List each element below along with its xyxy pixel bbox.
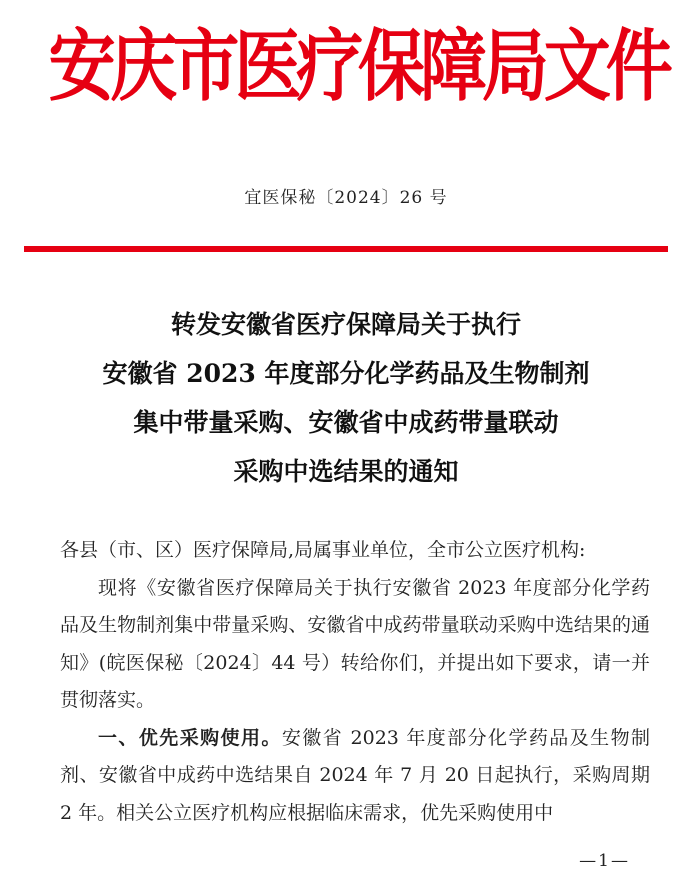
notice-title-line-1: 转发安徽省医疗保障局关于执行 — [170, 310, 521, 339]
paragraph-section-1 — [60, 720, 650, 833]
notice-title — [0, 300, 692, 496]
paragraph-forwarding: 现将《安徽省医疗保障局关于执行安徽省 2023 年度部分化学药品及生物制剂集中带量采购、安徽省中成药带量联动采购中选结果的通知》(皖医保秘〔2024〕44 号）转给你们，并提出如下要求，请一并贯彻落实。 — [60, 576, 650, 711]
section-1-text: 安徽省 2023 年度部分化学药品及生物制剂、安徽省中成药中选结果自 2024 年 7 月 20 日起执行，采购周期 2 年。相关公立医疗机构应根据临床需求，优先采购使用中 — [60, 726, 650, 824]
salutation: 各县（市、区）医疗保障局,局属事业单位，全市公立医疗机构: — [60, 539, 586, 561]
document-body — [60, 532, 650, 832]
page-number: —1— — [579, 851, 630, 871]
section-1-heading: 一、优先采购使用。 — [98, 726, 282, 749]
notice-title-line-2: 安徽省 2023 年度部分化学药品及生物制剂 — [102, 359, 590, 388]
notice-title-line-4: 采购中选结果的通知 — [233, 457, 459, 486]
issuer-header-title: 安庆市医疗保障局文件 — [48, 22, 668, 112]
red-divider-line — [24, 246, 668, 252]
document-number: 宜医保秘〔2024〕26 号 — [244, 188, 448, 208]
notice-title-line-3: 集中带量采购、安徽省中成药带量联动 — [133, 408, 559, 437]
